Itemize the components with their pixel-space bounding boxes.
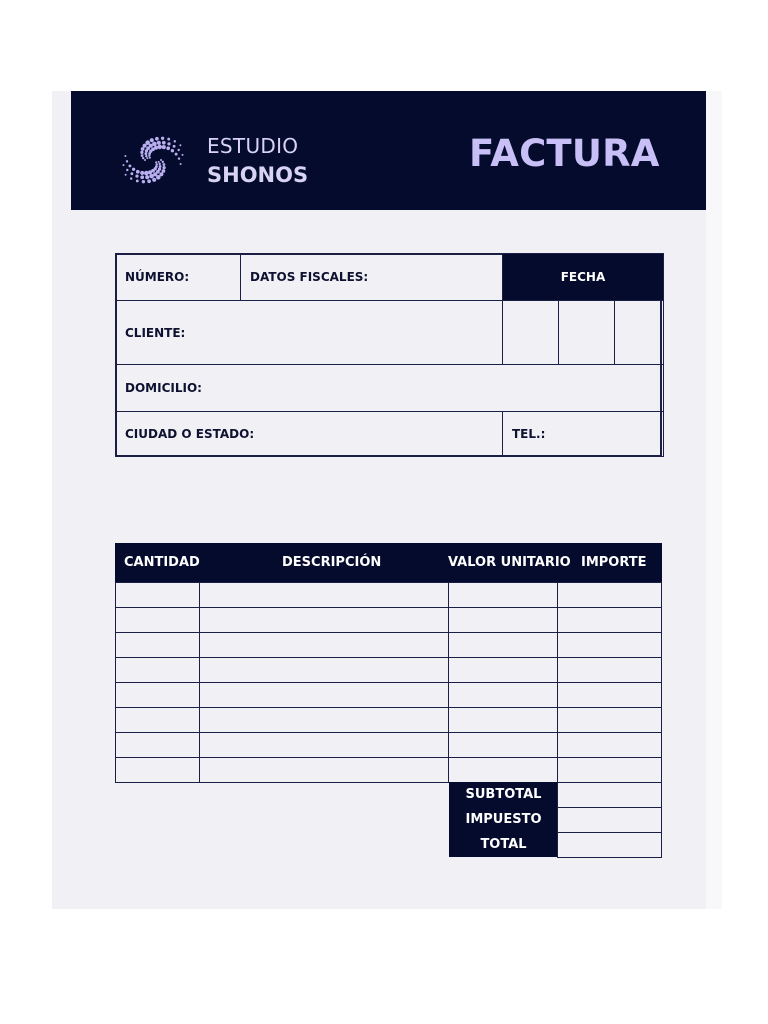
table-row	[115, 632, 662, 657]
numero-label: NÚMERO:	[125, 270, 190, 284]
ciudad-label: CIUDAD O ESTADO:	[125, 427, 255, 441]
table-cell-importe[interactable]	[557, 632, 662, 658]
ciudad-field[interactable]	[115, 411, 503, 457]
fecha-year-box[interactable]	[614, 300, 664, 365]
client-info-table	[115, 253, 662, 457]
total-label: TOTAL	[449, 832, 558, 857]
table-cell-valor-unitario[interactable]	[448, 682, 558, 708]
impuesto-label: IMPUESTO	[449, 807, 558, 832]
numero-field[interactable]	[115, 253, 241, 301]
dotted-swirl-logo-icon	[113, 126, 193, 194]
table-cell-cantidad[interactable]	[115, 582, 200, 608]
table-cell-descripcion[interactable]	[199, 657, 449, 683]
table-cell-importe[interactable]	[557, 582, 662, 608]
table-cell-valor-unitario[interactable]	[448, 607, 558, 633]
table-cell-valor-unitario[interactable]	[448, 657, 558, 683]
column-header-cantidad: CANTIDAD	[124, 555, 200, 570]
domicilio-label: DOMICILIO:	[125, 381, 202, 395]
table-cell-valor-unitario[interactable]	[448, 757, 558, 783]
brand-name-line1: ESTUDIO	[207, 134, 299, 158]
fecha-month-box[interactable]	[558, 300, 615, 365]
table-row	[115, 757, 662, 782]
tel-label: TEL.:	[512, 427, 546, 441]
table-cell-valor-unitario[interactable]	[448, 707, 558, 733]
table-cell-cantidad[interactable]	[115, 707, 200, 733]
table-cell-cantidad[interactable]	[115, 607, 200, 633]
page-edge	[706, 91, 722, 909]
table-row	[115, 582, 662, 607]
datos-fiscales-field[interactable]	[240, 253, 503, 301]
table-row	[115, 707, 662, 732]
datos-fiscales-label: DATOS FISCALES:	[250, 270, 369, 284]
table-cell-valor-unitario[interactable]	[448, 732, 558, 758]
brand-name-line2: SHONOS	[207, 163, 309, 187]
impuesto-value-field[interactable]	[557, 807, 662, 833]
table-row	[115, 657, 662, 682]
table-cell-importe[interactable]	[557, 657, 662, 683]
table-cell-descripcion[interactable]	[199, 682, 449, 708]
table-cell-descripcion[interactable]	[199, 607, 449, 633]
table-cell-valor-unitario[interactable]	[448, 632, 558, 658]
fecha-label: FECHA	[560, 270, 606, 284]
table-cell-cantidad[interactable]	[115, 757, 200, 783]
table-cell-cantidad[interactable]	[115, 632, 200, 658]
column-header-importe: IMPORTE	[581, 555, 647, 570]
table-cell-cantidad[interactable]	[115, 732, 200, 758]
cliente-field[interactable]	[115, 300, 503, 365]
domicilio-field[interactable]	[115, 364, 664, 412]
total-value-field[interactable]	[557, 832, 662, 858]
table-row	[115, 732, 662, 757]
table-cell-descripcion[interactable]	[199, 632, 449, 658]
column-header-descripcion: DESCRIPCIÓN	[282, 555, 382, 570]
table-cell-descripcion[interactable]	[199, 582, 449, 608]
table-cell-importe[interactable]	[557, 757, 662, 783]
table-cell-descripcion[interactable]	[199, 757, 449, 783]
table-cell-importe[interactable]	[557, 707, 662, 733]
table-cell-descripcion[interactable]	[199, 732, 449, 758]
document-title: FACTURA	[469, 132, 660, 175]
table-cell-importe[interactable]	[557, 682, 662, 708]
table-cell-importe[interactable]	[557, 607, 662, 633]
table-cell-importe[interactable]	[557, 732, 662, 758]
subtotal-label: SUBTOTAL	[449, 782, 558, 807]
fecha-header	[502, 253, 664, 301]
table-row	[115, 682, 662, 707]
table-row	[115, 607, 662, 632]
subtotal-value-field[interactable]	[557, 782, 662, 808]
cliente-label: CLIENTE:	[125, 325, 186, 340]
items-table-header	[115, 543, 662, 582]
table-cell-cantidad[interactable]	[115, 682, 200, 708]
fecha-day-box[interactable]	[502, 300, 559, 365]
table-cell-valor-unitario[interactable]	[448, 582, 558, 608]
tel-field[interactable]	[502, 411, 664, 457]
column-header-valor-unitario: VALOR UNITARIO	[448, 555, 571, 570]
table-cell-cantidad[interactable]	[115, 657, 200, 683]
table-cell-descripcion[interactable]	[199, 707, 449, 733]
